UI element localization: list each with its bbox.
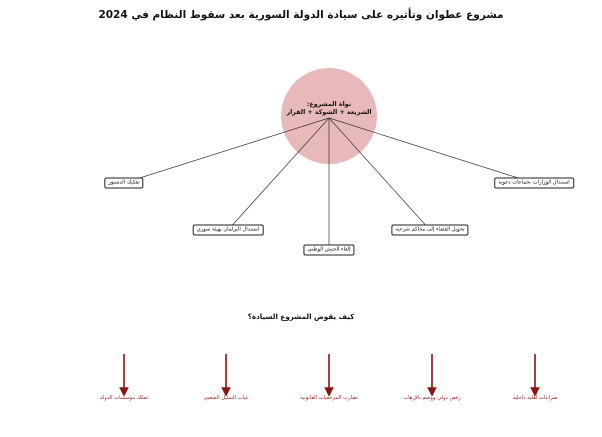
risk-label: غياب التمثيل الشعبي (203, 395, 249, 401)
connector-line (228, 118, 329, 230)
core-label-line1: نواة المشروع: (306, 101, 352, 108)
section-question: كيف يقوض المشروع السيادة؟ (247, 312, 355, 321)
risk-label: تفكك مؤسسات الدولة (99, 395, 149, 401)
node-dismantle-constitution: تفكيك الدستور (104, 178, 143, 189)
risk-label: تضارب المرجعيات القانونية (300, 395, 358, 401)
connector-line (329, 118, 430, 230)
risk-label: رفض دولي ووصم بالإرهاب (403, 395, 461, 401)
node-abolish-army: إلغاء الجيش الوطني (303, 245, 354, 256)
connector-lines (124, 118, 534, 250)
core-label-line2: الشريعة + الشوكة + القرار (286, 109, 372, 116)
node-sharia-courts: تحويل القضاء إلى محاكم شرعية (391, 225, 468, 236)
node-replace-parliament: استبدال البرلمان بهيئة شورى (193, 225, 264, 236)
node-replace-ministries: استبدال الوزارات بجماعات دعوية (494, 178, 574, 189)
risk-label: صراعات أهلية داخلية (512, 395, 558, 401)
diagram-title: مشروع عطوان وتأثيره على سيادة الدولة السورية بعد سقوط النظام في 2024 (98, 9, 504, 21)
risk-arrows (124, 354, 535, 392)
core-label (270, 101, 388, 117)
